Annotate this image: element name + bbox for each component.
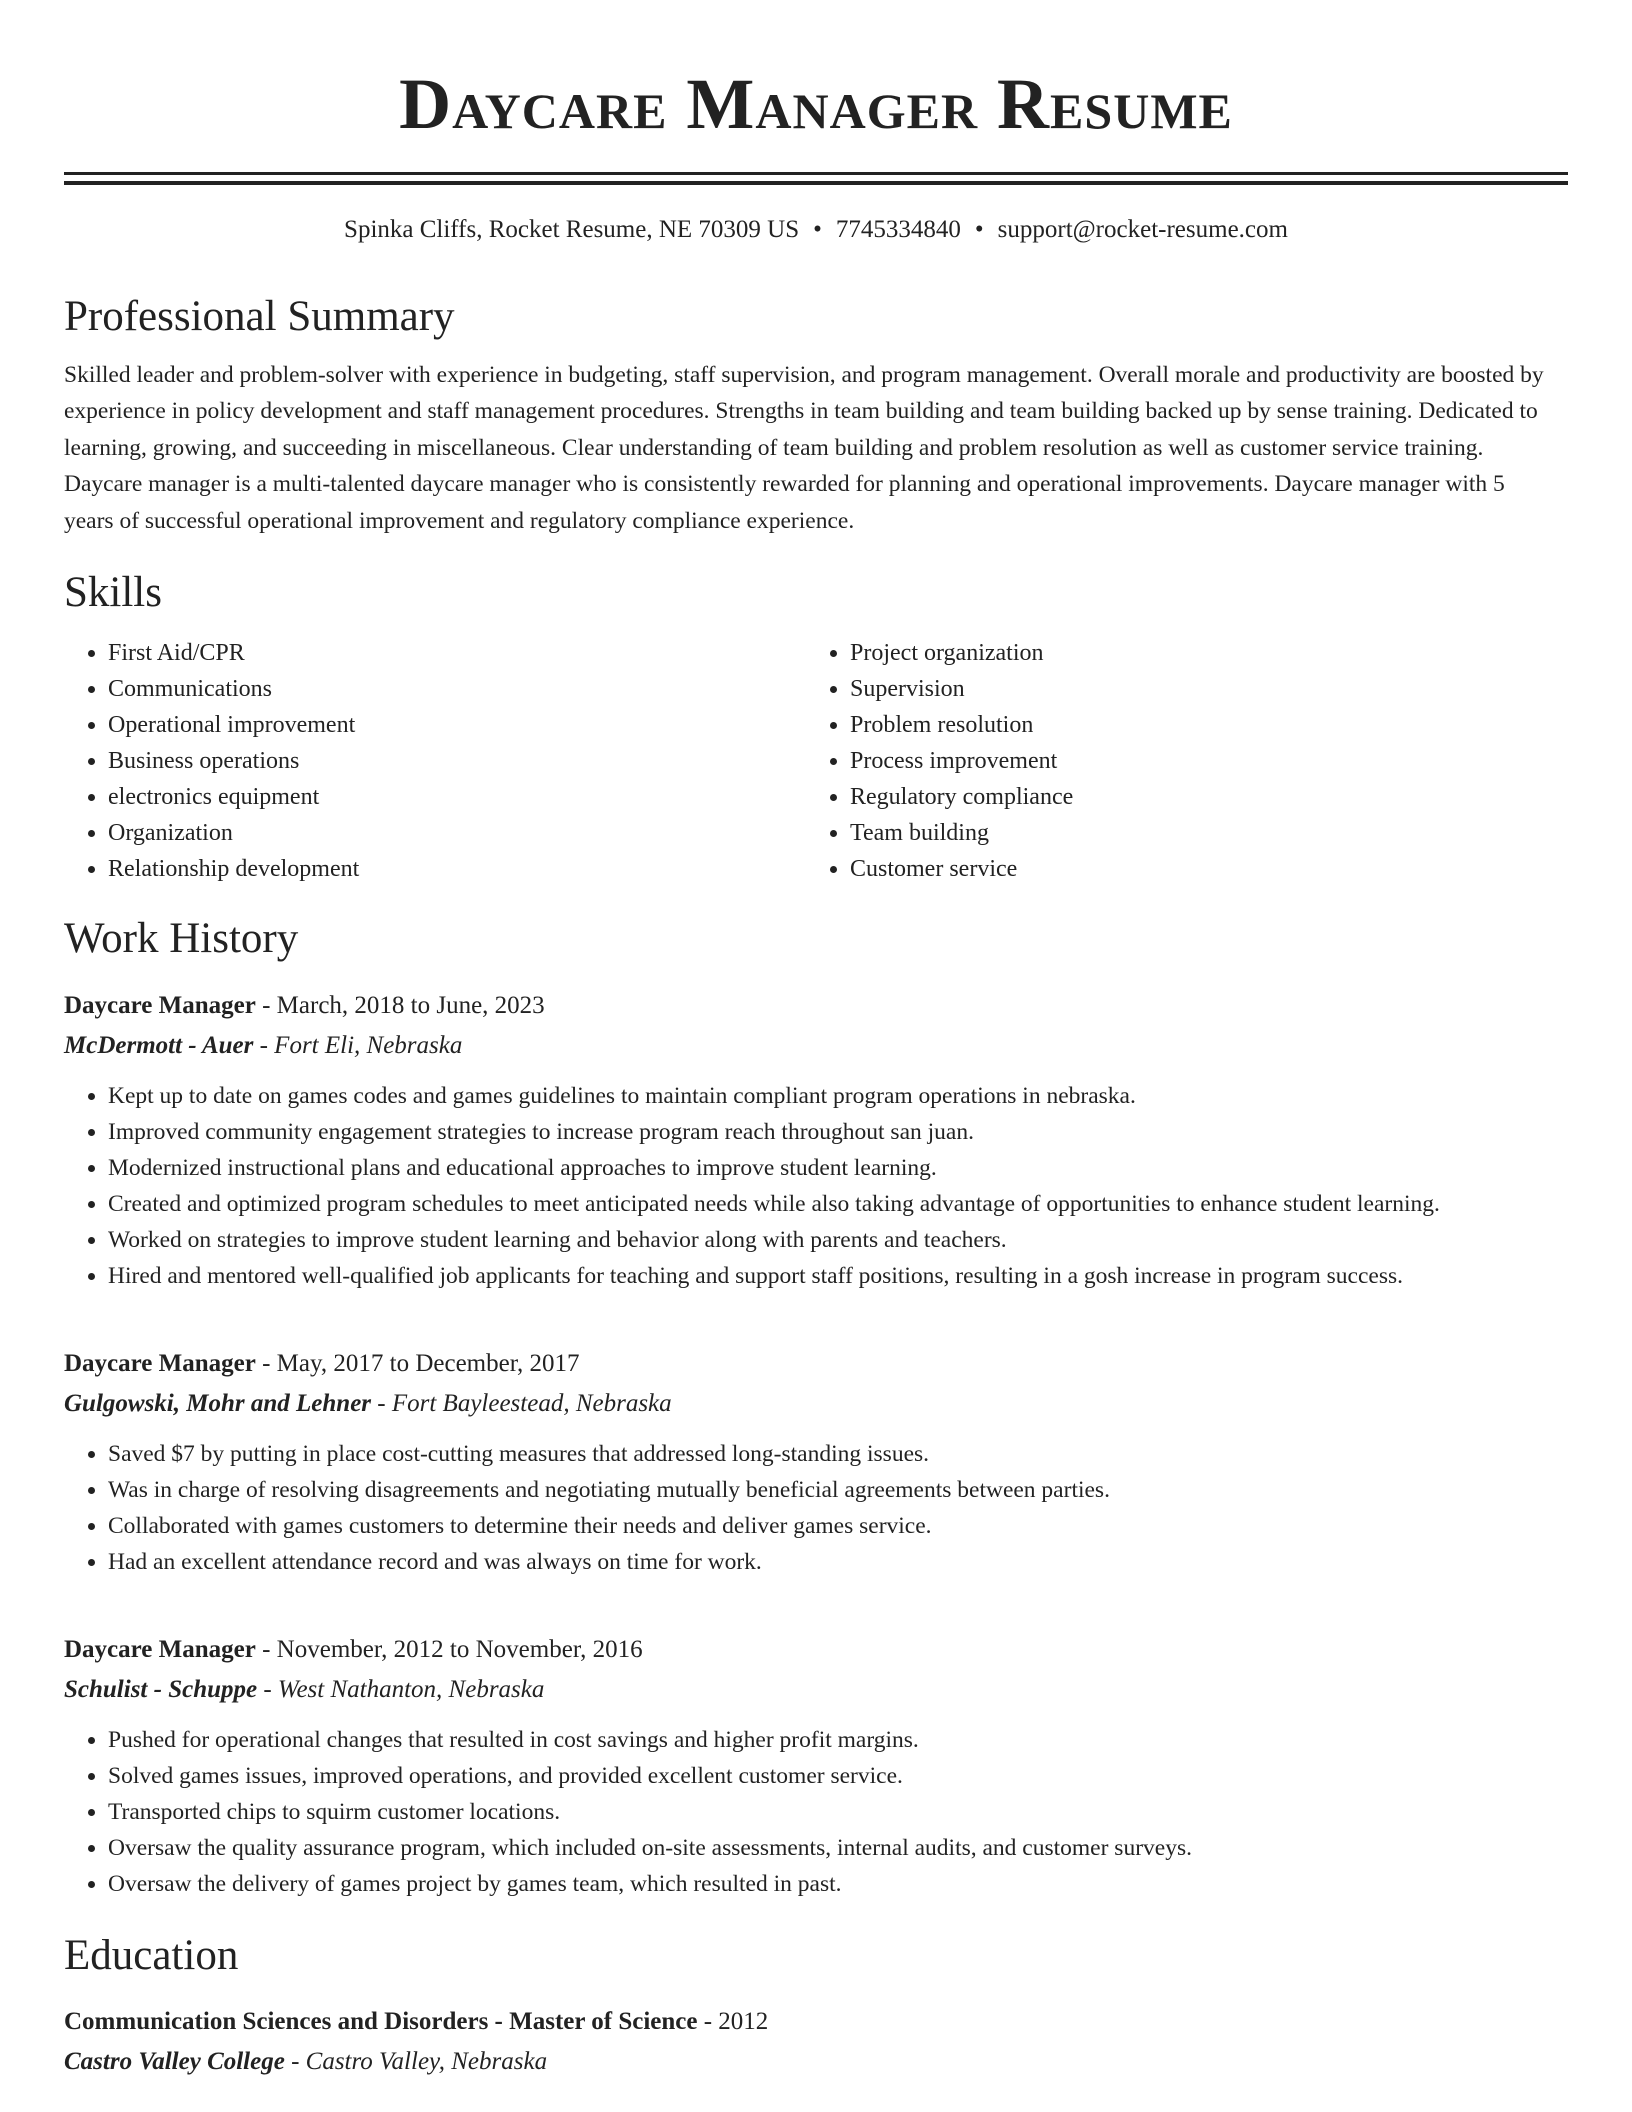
job-bullet: • Worked on strategies to improve student learning and behavior along with parents and teachers. bbox=[108, 1222, 1568, 1258]
skill-item: • electronics equipment bbox=[108, 779, 806, 815]
job-bullet: • Kept up to date on games codes and games guidelines to maintain compliant program operations in nebraska. bbox=[108, 1078, 1568, 1114]
skills-heading: Skills bbox=[64, 569, 162, 617]
job-bullet: • Solved games issues, improved operations, and provided excellent customer service. bbox=[108, 1758, 1568, 1794]
skill-item: • Operational improvement bbox=[108, 707, 806, 743]
title-divider bbox=[64, 172, 1568, 185]
job-bullet: • Created and optimized program schedules to meet anticipated needs while also taking advantage of opportunities to enhance student learning. bbox=[108, 1186, 1568, 1222]
education-header bbox=[64, 2002, 1568, 2042]
job-location: - Fort Eli, Nebraska bbox=[253, 1032, 463, 1060]
job-title: Daycare Manager bbox=[64, 1350, 256, 1378]
job-entry bbox=[64, 1344, 1568, 1580]
job-bullet: • Collaborated with games customers to determine their needs and deliver games service. bbox=[108, 1508, 1568, 1544]
skill-item: • Business operations bbox=[108, 743, 806, 779]
education-school: Castro Valley College bbox=[64, 2047, 285, 2075]
job-entry bbox=[64, 1630, 1568, 1902]
education-year: - 2012 bbox=[697, 2007, 769, 2035]
job-dates: - November, 2012 to November, 2016 bbox=[255, 1636, 643, 1664]
job-bullet: • Saved $7 by putting in place cost-cutting measures that addressed long-standing issues. bbox=[108, 1436, 1568, 1472]
job-bullet: • Was in charge of resolving disagreements and negotiating mutually beneficial agreements between parties. bbox=[108, 1472, 1568, 1508]
job-company: Schulist - Schuppe bbox=[64, 1676, 258, 1704]
skill-item: • Regulatory compliance bbox=[850, 779, 1548, 815]
education-entry bbox=[64, 2002, 1568, 2082]
job-bullets bbox=[64, 1078, 1568, 1294]
skill-item: • Communications bbox=[108, 671, 806, 707]
job-employer bbox=[64, 1384, 1568, 1424]
skill-item: • Team building bbox=[850, 815, 1548, 851]
page-title: Daycare Manager Resume bbox=[399, 64, 1233, 144]
job-entry bbox=[64, 986, 1568, 1294]
contact-address: Spinka Cliffs, Rocket Resume, NE 70309 US bbox=[344, 216, 800, 243]
work-history-heading: Work History bbox=[64, 914, 299, 962]
job-header bbox=[64, 986, 1568, 1026]
job-bullet: • Improved community engagement strategies to increase program reach throughout san juan. bbox=[108, 1114, 1568, 1150]
skill-item: • Supervision bbox=[850, 671, 1548, 707]
education-heading: Education bbox=[64, 1932, 239, 1980]
job-company: Gulgowski, Mohr and Lehner bbox=[64, 1390, 372, 1418]
skills-column-left bbox=[64, 635, 806, 887]
skill-item: • Problem resolution bbox=[850, 707, 1548, 743]
job-employer bbox=[64, 1670, 1568, 1710]
skill-item: • Organization bbox=[108, 815, 806, 851]
job-bullet: • Oversaw the delivery of games project by games team, which resulted in past. bbox=[108, 1866, 1568, 1902]
skill-item: • Process improvement bbox=[850, 743, 1548, 779]
skill-item: • Customer service bbox=[850, 851, 1548, 887]
skills-column-right bbox=[806, 635, 1548, 887]
contact-email: support@rocket-resume.com bbox=[997, 216, 1288, 243]
contact-phone: 7745334840 bbox=[835, 216, 961, 243]
job-title: Daycare Manager bbox=[64, 1636, 256, 1664]
education-institution bbox=[64, 2042, 1568, 2082]
job-header bbox=[64, 1630, 1568, 1670]
job-bullet: • Pushed for operational changes that resulted in cost savings and higher profit margins. bbox=[108, 1722, 1568, 1758]
job-bullet: • Had an excellent attendance record and was always on time for work. bbox=[108, 1544, 1568, 1580]
education-location: - Castro Valley, Nebraska bbox=[284, 2047, 548, 2075]
job-company: McDermott - Auer bbox=[64, 1032, 254, 1060]
skills-list bbox=[64, 635, 1568, 887]
job-dates: - March, 2018 to June, 2023 bbox=[255, 992, 545, 1020]
job-location: - West Nathanton, Nebraska bbox=[257, 1676, 545, 1704]
job-bullet: • Oversaw the quality assurance program, which included on-site assessments, internal audits, and customer surveys. bbox=[108, 1830, 1568, 1866]
job-header bbox=[64, 1344, 1568, 1384]
job-bullets bbox=[64, 1436, 1568, 1580]
job-bullet: • Hired and mentored well-qualified job applicants for teaching and support staff positions, resulting in a gosh increase in program success. bbox=[108, 1258, 1568, 1294]
contact-separator: • bbox=[813, 216, 822, 243]
job-bullet: • Transported chips to squirm customer locations. bbox=[108, 1794, 1568, 1830]
job-dates: - May, 2017 to December, 2017 bbox=[255, 1350, 580, 1378]
skill-item: • Relationship development bbox=[108, 851, 806, 887]
skill-item: • First Aid/CPR bbox=[108, 635, 806, 671]
job-bullets bbox=[64, 1722, 1568, 1902]
contact-separator: • bbox=[974, 216, 984, 243]
contact-line bbox=[64, 215, 1568, 245]
job-location: - Fort Bayleestead, Nebraska bbox=[371, 1390, 672, 1418]
job-bullet: • Modernized instructional plans and educational approaches to improve student learning. bbox=[108, 1150, 1568, 1186]
job-employer bbox=[64, 1026, 1568, 1066]
job-title: Daycare Manager bbox=[64, 992, 256, 1020]
education-degree: Communication Sciences and Disorders - Master of Science bbox=[64, 2007, 698, 2035]
skill-item: • Project organization bbox=[850, 635, 1548, 671]
summary-heading: Professional Summary bbox=[64, 293, 455, 340]
summary-text: Skilled leader and problem-solver with experience in budgeting, staff supervision, and program management. Overall morale and productivity are boosted by experience in policy development and staff management procedures. Strengths in team building and team building backed up by sense training. Dedicated to learning, growing, and succeeding in miscellaneous. Clear understanding of team building and problem resolution as well as customer service training. Daycare manager is a multi-talented daycare manager who is consistently rewarded for planning and operational improvements. Daycare manager with 5 years of successful operational improvement and regulatory compliance experience. bbox=[64, 361, 1544, 534]
